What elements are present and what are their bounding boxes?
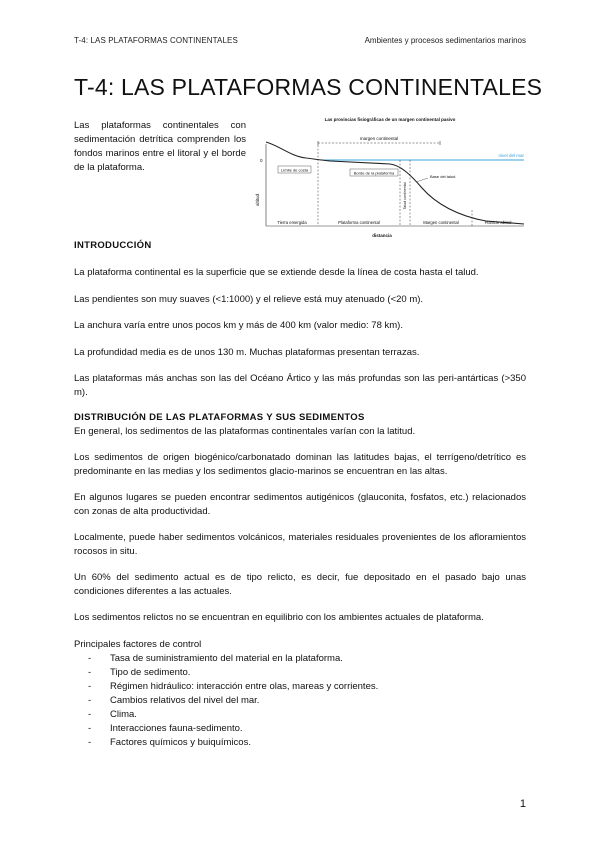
paragraph-2: Las pendientes son muy suaves (<1:1000) y el relieve está muy atenuado (<20 m). (74, 294, 424, 305)
list-dash: - (88, 709, 92, 720)
figure-title: Las provincias fisiográficas de un margen continental pasivo (324, 117, 456, 122)
list-item-text: Tipo de sedimento. (110, 667, 191, 678)
list-item (88, 722, 378, 736)
header-course-title: T-4: LAS PLATAFORMAS CONTINENTALES (74, 36, 238, 45)
slope-base-pointer (416, 178, 428, 182)
zone-planicie: Planicie abisal (484, 220, 512, 225)
factors-list (88, 652, 378, 750)
paragraph-9: Localmente, puede haber sedimentos volcánicos, materiales residuales provenientes de los afloramientos rocosos in situ. (74, 532, 526, 557)
list-item-text: Cambios relativos del nivel del mar. (110, 695, 260, 706)
paragraph-1: La plataforma continental es la superficie que se extiende desde la línea de costa hasta el talud. (74, 267, 479, 278)
list-item (88, 680, 378, 694)
list-item-text: Tasa de suministramiento del material en la plataforma. (110, 653, 343, 664)
page-title: T-4: LAS PLATAFORMAS CONTINENTALES (74, 74, 543, 100)
list-dash: - (88, 737, 92, 748)
list-dash: - (88, 695, 92, 706)
list-item (88, 694, 378, 708)
factors-title: Principales factores de control (74, 639, 202, 650)
list-item (88, 708, 378, 722)
page-number: 1 (519, 798, 526, 810)
shelf-edge-label: Borde de la plataforma (353, 170, 395, 176)
sea-level-label: nivel del mar (498, 153, 524, 158)
list-item-text: Interacciones fauna-sedimento. (110, 723, 243, 734)
paragraph-3: La anchura varía entre unos pocos km y más de 400 km (valor medio: 78 km). (74, 320, 403, 331)
list-item-text: Clima. (110, 709, 137, 720)
paragraph-7: Los sedimentos de origen biogénico/carbonatado dominan las latitudes bajas, el terrígeno/detrítico es predominante en las medias y los sedimentos glacio-marinos se encuentran en las altas. (74, 452, 526, 477)
list-item-text: Régimen hidráulico: interacción entre olas, mareas y corrientes. (110, 681, 379, 692)
list-item (88, 736, 378, 750)
list-item-text: Factores químicos y buiquímicos. (110, 737, 251, 748)
heading-distribucion: DISTRIBUCIÓN DE LAS PLATAFORMAS Y SUS SEDIMENTOS (74, 412, 365, 423)
list-dash: - (88, 667, 92, 678)
page-header (74, 36, 526, 48)
header-subject: Ambientes y procesos sedimentarios marinos (364, 36, 526, 45)
paragraph-6: En general, los sedimentos de las plataformas continentales varían con la latitud. (74, 426, 416, 437)
paragraph-5: Las plataformas más anchas son las del Océano Ártico y las más profundas son las peri-antárticas (>350 m). (74, 373, 526, 398)
margin-label: margen continental (359, 136, 399, 141)
x-axis-label: distancia (372, 233, 392, 238)
paragraph-10: Un 60% del sedimento actual es de tipo relicto, es decir, fue depositado en el pasado bajo unas condiciones diferentes a las actuales. (74, 572, 526, 597)
zone-tierra: Tierra emergida (277, 220, 307, 225)
list-dash: - (88, 681, 92, 692)
paragraph-8: En algunos lugares se pueden encontrar sedimentos autigénicos (glauconita, fosfatos, etc.) relacionados con zonas de alta productividad. (74, 492, 526, 517)
list-dash: - (88, 653, 92, 664)
list-item (88, 666, 378, 680)
intro-paragraph: Las plataformas continentales con sedimentación detrítica comprenden los fondos marinos entre el litoral y el borde de la plataforma. (74, 120, 246, 173)
list-dash: - (88, 723, 92, 734)
zero-label: 0 (260, 158, 263, 163)
seafloor-profile (266, 142, 524, 224)
continental-margin-diagram (250, 112, 530, 248)
paragraph-4: La profundidad media es de unos 130 m. Muchas plataformas presentan terrazas. (74, 347, 420, 358)
heading-introduccion: INTRODUCCIÓN (74, 240, 152, 251)
paragraph-11: Los sedimentos relictos no se encuentran en equilibrio con los ambientes actuales de plataforma. (74, 612, 484, 623)
zone-plataforma: Plataforma continental (338, 220, 380, 225)
zone-talud: Talud continental (403, 182, 407, 210)
shore-label: Límite de costa (280, 167, 309, 173)
list-item (88, 652, 378, 666)
y-axis-label: altitud (255, 193, 260, 207)
zone-margen: Margen continental (423, 220, 459, 225)
slope-base-label: Base del talud (430, 174, 456, 179)
